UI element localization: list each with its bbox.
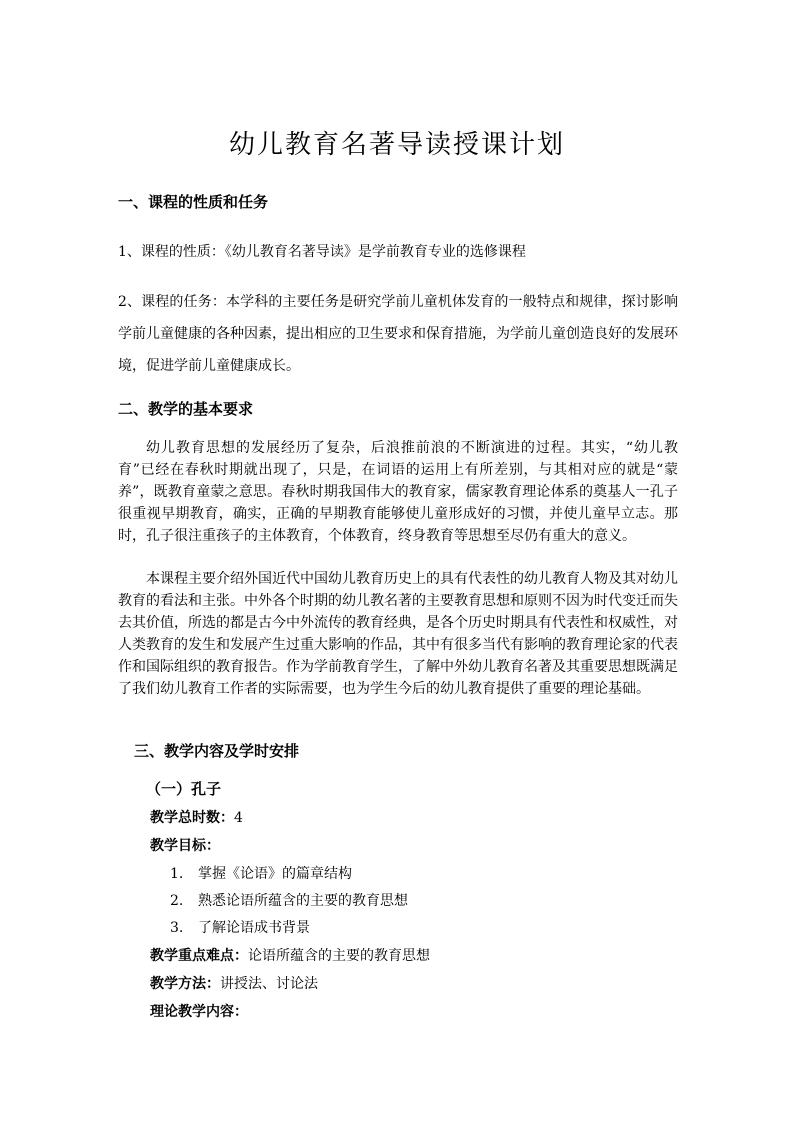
goal-item (170, 891, 408, 911)
requirements-paragraph-1: 幼儿教育思想的发展经历了复杂，后浪推前浪的不断演进的过程。其实，“幼儿教育”已经在春秋时期就出现了，只是，在词语的运用上有所差别，与其相对应的就是“蒙养”，既教育童蒙之意思。春秋时期我国伟大的教育家，儒家教育理论体系的奠基人一孔子很重视早期教育，确实，正确的早期教育能够使儿童形成好的习惯，并使儿童早立志。那时，孔子很注重孩子的主体教育，个体教育，终身教育等思想至尽仍有重大的意义。 (118, 440, 678, 544)
key-points-label: 教学重点难点： (150, 948, 248, 964)
section-3-heading: 三、教学内容及学时安排 (134, 742, 300, 760)
teaching-hours-value: 4 (234, 810, 243, 826)
teaching-hours-label: 教学总时数： (150, 810, 234, 826)
goal-number: 2. (170, 893, 184, 909)
goal-number: 1. (170, 866, 184, 882)
teaching-goals-line (150, 836, 220, 856)
key-points-value: 论语所蕴含的主要的教育思想 (248, 948, 430, 964)
teaching-method-line (150, 974, 318, 994)
goal-text: 熟悉论语所蕴含的主要的教育思想 (198, 893, 408, 909)
teaching-method-value: 讲授法、讨论法 (220, 976, 318, 992)
teaching-goals-label: 教学目标： (150, 838, 220, 854)
theory-content-label: 理论教学内容： (150, 1004, 248, 1020)
section-1-heading: 一、课程的性质和任务 (118, 193, 269, 211)
document-title: 幼儿教育名著导读授课计划 (228, 130, 565, 160)
goal-text: 了解论语成书背景 (198, 920, 310, 936)
unit-1-heading: （一）孔子 (146, 780, 222, 798)
goal-item (170, 918, 310, 938)
course-nature-text: 1、课程的性质：《幼儿教育名著导读》是学前教育专业的选修课程 (118, 244, 526, 260)
requirements-paragraph-2: 本课程主要介绍外国近代中国幼儿教育历史上的具有代表性的幼儿教育人物及其对幼儿教育的看法和主张。中外各个时期的幼儿教名著的主要教育思想和原则不因为时代变迁而失去其价值，所选的都是古今中外流传的教育经典，是各个历史时期具有代表性和权威性，对人类教育的发生和发展产生过重大影响的作品，其中有很多当代有影响的教育理论家的代表作和国际组织的教育报告。作为学前教育学生，了解中外幼儿教育名著及其重要思想既满足了我们幼儿教育工作者的实际需要，也为学生今后的幼儿教育提供了重要的理论基础。 (118, 571, 678, 697)
teaching-method-label: 教学方法： (150, 976, 220, 992)
course-task-paragraph: 2、课程的任务：本学科的主要任务是研究学前儿童机体发育的一般特点和规律，探讨影响学前儿童健康的各种因素，提出相应的卫生要求和保育措施，为学前儿童创造良好的发展环境，促进学前儿童健康成长。 (118, 294, 678, 374)
theory-content-line (150, 1002, 248, 1022)
goal-text: 掌握《论语》的篇章结构 (198, 866, 352, 882)
goal-item (170, 864, 352, 884)
section-2-heading: 二、教学的基本要求 (118, 400, 254, 418)
key-points-line (150, 946, 430, 966)
teaching-hours-line (150, 808, 243, 828)
goal-number: 3. (170, 920, 184, 936)
